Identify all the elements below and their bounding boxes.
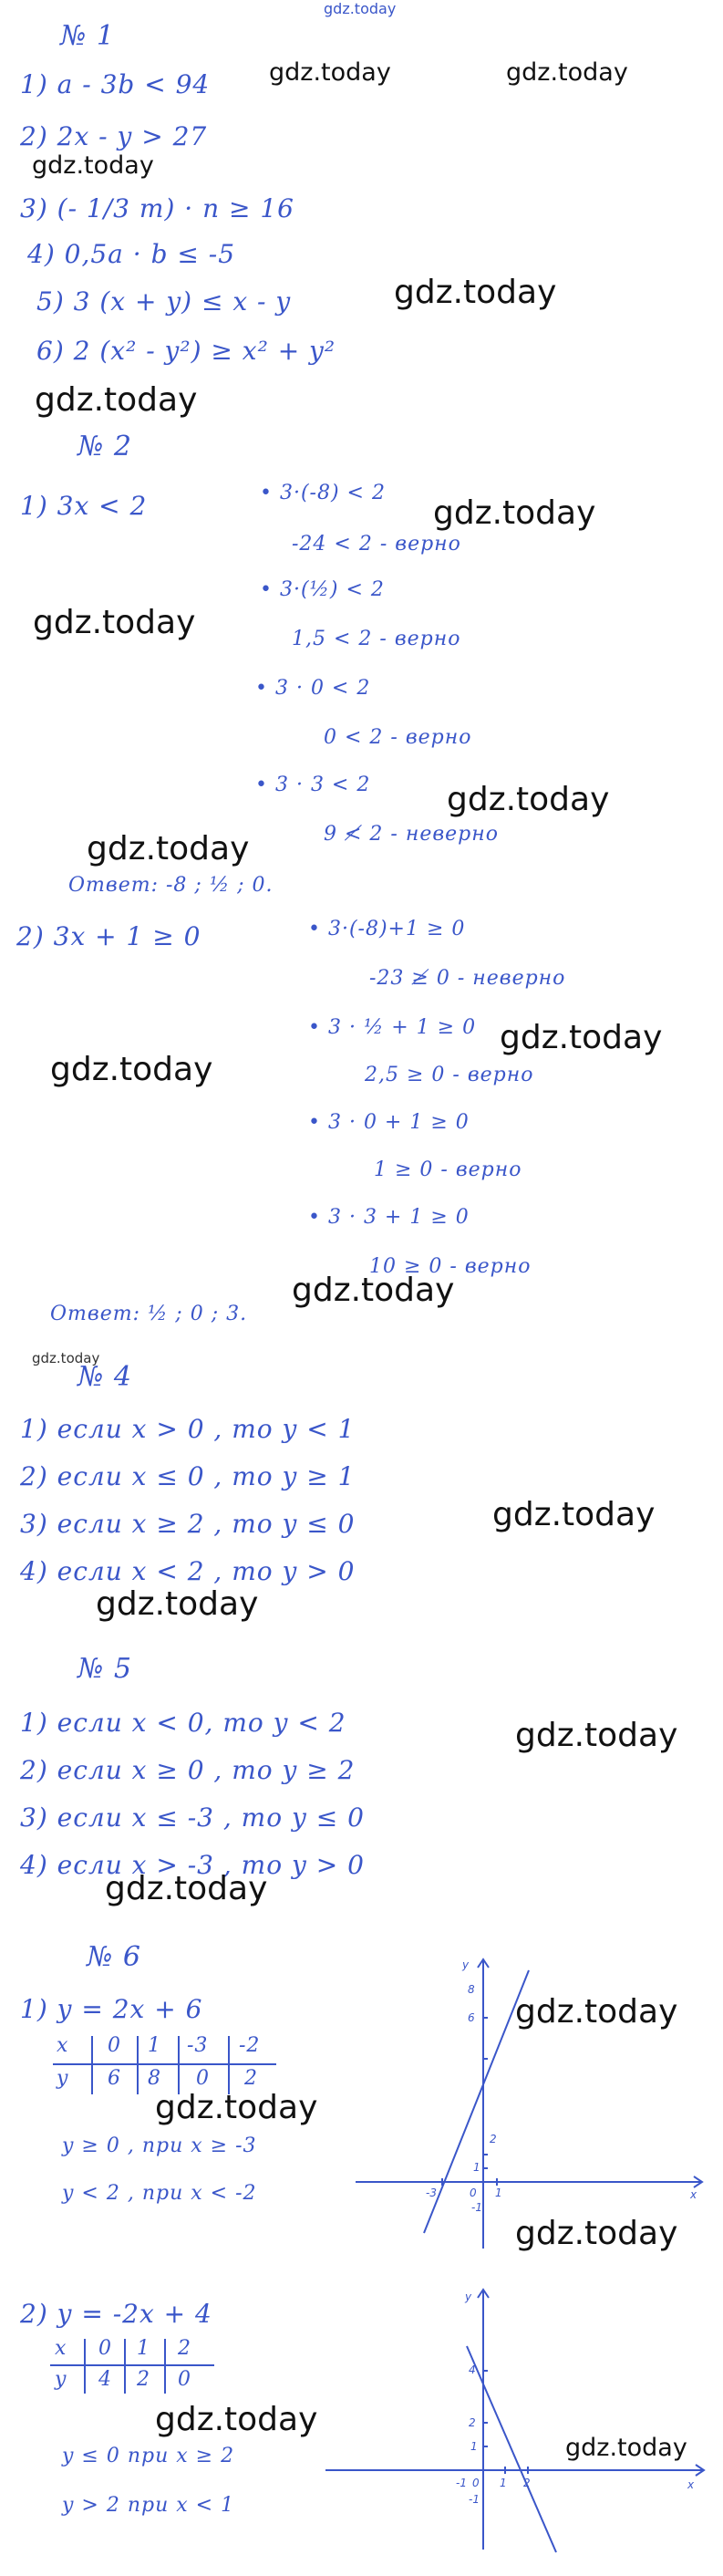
watermark: gdz.today (515, 1993, 678, 2031)
s1-line-4: 4) 0,5a · b ≤ -5 (27, 239, 236, 269)
s6-p2-table-x-3: 2 (178, 2337, 191, 2360)
s2-p2-check-1: • 3·(-8)+1 ≥ 0 (308, 918, 466, 940)
s2-p2-check-2: -23 ≱ 0 - неверно (369, 967, 566, 990)
s6-p1-table-vrule (137, 2036, 139, 2094)
s6-p2-table-vrule (124, 2339, 126, 2394)
s6-p2-table-vrule (84, 2339, 86, 2394)
s2-p2-check-6: 1 ≥ 0 - верно (374, 1158, 522, 1181)
watermark: gdz.today (32, 151, 154, 180)
watermark: gdz.today (96, 1585, 259, 1623)
tick-label-x-1: 1 (500, 2477, 507, 2489)
tick-label-origin: 0 (472, 2477, 480, 2489)
s5-line-1: 1) если x < 0, то y < 2 (20, 1708, 346, 1738)
s2-p2-check-4: 2,5 ≥ 0 - верно (365, 1064, 534, 1086)
s2-p2-check-7: • 3 · 3 + 1 ≥ 0 (308, 1206, 470, 1229)
s6-p1-table-vrule (228, 2036, 230, 2094)
s2-p1-check-6: 0 < 2 - верно (324, 726, 472, 749)
s2-p1-check-2: -24 < 2 - верно (292, 533, 461, 556)
watermark: gdz.today (32, 1350, 100, 1366)
watermark: gdz.today (433, 494, 596, 532)
s6-p2-table-y-1: 4 (98, 2368, 112, 2391)
line-y-minus-2x-4 (467, 2346, 556, 2552)
watermark: gdz.today (500, 1019, 663, 1056)
s6-p1-table-y-0: y (57, 2067, 69, 2090)
s6-p1-table-x-4: -2 (239, 2034, 261, 2057)
s6-p1-table-vrule (91, 2036, 93, 2094)
s2-p2-label: 2) 3x + 1 ≥ 0 (16, 921, 201, 951)
s6-p1-table-x-1: 0 (108, 2034, 121, 2057)
s6-p1-table-x-0: x (57, 2034, 69, 2057)
s2-p1-check-7: • 3 · 3 < 2 (255, 774, 371, 796)
section-6-heading: № 6 (87, 1941, 142, 1973)
s4-line-4: 4) если x < 2 , то y > 0 (20, 1556, 356, 1586)
axis-x-label: x (687, 2478, 695, 2491)
s1-line-2: 2) 2x - y > 27 (20, 121, 208, 151)
s6-p1-table-y-2: 8 (148, 2067, 161, 2090)
watermark: gdz.today (292, 1272, 455, 1309)
s4-line-3: 3) если x ≥ 2 , то y ≤ 0 (20, 1509, 356, 1539)
s6-p1-table-x-3: -3 (187, 2034, 209, 2057)
s2-p1-check-8: 9 ≮ 2 - неверно (324, 823, 499, 846)
top-watermark: gdz.today (324, 0, 397, 17)
tick-label-2: 2 (490, 2133, 497, 2145)
s2-p2-check-3: • 3 · ½ + 1 ≥ 0 (308, 1016, 477, 1039)
tick-label-1: 1 (470, 2440, 478, 2453)
watermark: gdz.today (105, 1870, 268, 1907)
s6-p1-result-1: y ≥ 0 , при x ≥ -3 (62, 2135, 257, 2157)
s2-p1-check-3: • 3·(½) < 2 (260, 578, 385, 601)
s2-p1-check-4: 1,5 < 2 - верно (292, 628, 461, 650)
watermark: gdz.today (447, 781, 610, 818)
tick-label-x-1: 1 (495, 2186, 502, 2199)
s6-p2-table-y-0: y (55, 2368, 67, 2391)
s2-p2-answer: Ответ: ½ ; 0 ; 3. (50, 1303, 248, 1325)
s6-p1-result-2: y < 2 , при x < -2 (62, 2182, 257, 2205)
tick-label-minus-1-y: -1 (469, 2493, 480, 2506)
watermark: gdz.today (515, 2215, 678, 2252)
s5-line-4: 4) если x > -3 , то y > 0 (20, 1850, 365, 1880)
watermark: gdz.today (394, 274, 557, 311)
s6-p2-label: 2) y = -2x + 4 (20, 2299, 212, 2329)
tick-label-6: 6 (468, 2011, 475, 2024)
s6-p1-label: 1) y = 2x + 6 (20, 1994, 203, 2024)
tick-label-4: 4 (469, 2363, 476, 2376)
tick-label-minus-1: -1 (471, 2201, 482, 2214)
section-1-heading: № 1 (60, 20, 116, 52)
s6-p2-table-x-2: 1 (137, 2337, 150, 2360)
tick-label-minus-3: -3 (426, 2186, 437, 2199)
s6-p2-graph (321, 2280, 708, 2554)
s6-p2-table-x-1: 0 (98, 2337, 112, 2360)
s6-p1-table-vrule (178, 2036, 180, 2094)
watermark: gdz.today (50, 1051, 213, 1088)
tick-label-minus-1: -1 (456, 2477, 467, 2489)
s5-line-2: 2) если x ≥ 0 , то y ≥ 2 (20, 1755, 356, 1785)
s4-line-2: 2) если x ≤ 0 , то y ≥ 1 (20, 1461, 356, 1491)
s2-p2-check-5: • 3 · 0 + 1 ≥ 0 (308, 1111, 470, 1134)
s4-line-1: 1) если x > 0 , то y < 1 (20, 1414, 356, 1444)
s6-p1-table-y-1: 6 (108, 2067, 121, 2090)
tick-label-x-2: 2 (523, 2477, 531, 2489)
axis-y-label: y (465, 2290, 472, 2303)
watermark: gdz.today (87, 830, 250, 867)
s1-line-5: 5) 3 (x + y) ≤ x - y (36, 286, 292, 317)
watermark: gdz.today (515, 1717, 678, 1754)
tick-label-origin: 0 (470, 2186, 477, 2199)
s6-p2-table-y-2: 2 (137, 2368, 150, 2391)
s2-p1-check-1: • 3·(-8) < 2 (260, 482, 386, 504)
s6-p2-result-2: y > 2 при x < 1 (62, 2494, 235, 2517)
s6-p1-table-hrule (53, 2063, 276, 2065)
watermark: gdz.today (155, 2401, 318, 2438)
tick-label-1: 1 (473, 2161, 480, 2174)
tick-label-2: 2 (469, 2416, 476, 2429)
s6-p2-result-1: y ≤ 0 при x ≥ 2 (62, 2445, 235, 2467)
s6-p2-table-x-0: x (55, 2337, 67, 2360)
watermark: gdz.today (155, 2089, 318, 2126)
watermark: gdz.today (492, 1496, 656, 1533)
s1-line-1: 1) a - 3b < 94 (20, 69, 211, 99)
watermark: gdz.today (33, 604, 196, 641)
s2-p1-answer: Ответ: -8 ; ½ ; 0. (68, 874, 274, 897)
watermark: gdz.today (506, 58, 628, 87)
s1-line-3: 3) (- 1/3 m) · n ≥ 16 (20, 193, 294, 223)
s2-p1-label: 1) 3x < 2 (20, 491, 148, 521)
s2-p2-check-8: 10 ≥ 0 - верно (369, 1255, 532, 1278)
s6-p2-table-hrule (50, 2364, 214, 2366)
s5-line-3: 3) если x ≤ -3 , то y ≤ 0 (20, 1802, 365, 1833)
section-2-heading: № 2 (77, 431, 133, 462)
s6-p1-table-y-3: 0 (196, 2067, 210, 2090)
s6-p1-table-x-2: 1 (148, 2034, 161, 2057)
watermark: gdz.today (565, 2434, 687, 2462)
watermark: gdz.today (35, 381, 198, 419)
axis-y-label: y (462, 1958, 470, 1971)
section-4-heading: № 4 (77, 1361, 133, 1393)
s6-p1-table-y-4: 2 (244, 2067, 258, 2090)
s6-p2-table-y-3: 0 (178, 2368, 191, 2391)
s1-line-6: 6) 2 (x² - y²) ≥ x² + y² (36, 336, 336, 366)
section-5-heading: № 5 (77, 1653, 133, 1685)
watermark: gdz.today (269, 58, 391, 87)
tick-label-8: 8 (468, 1983, 475, 1996)
axis-x-label: x (690, 2188, 697, 2201)
s6-p2-table-vrule (164, 2339, 166, 2394)
s2-p1-check-5: • 3 · 0 < 2 (255, 677, 371, 700)
